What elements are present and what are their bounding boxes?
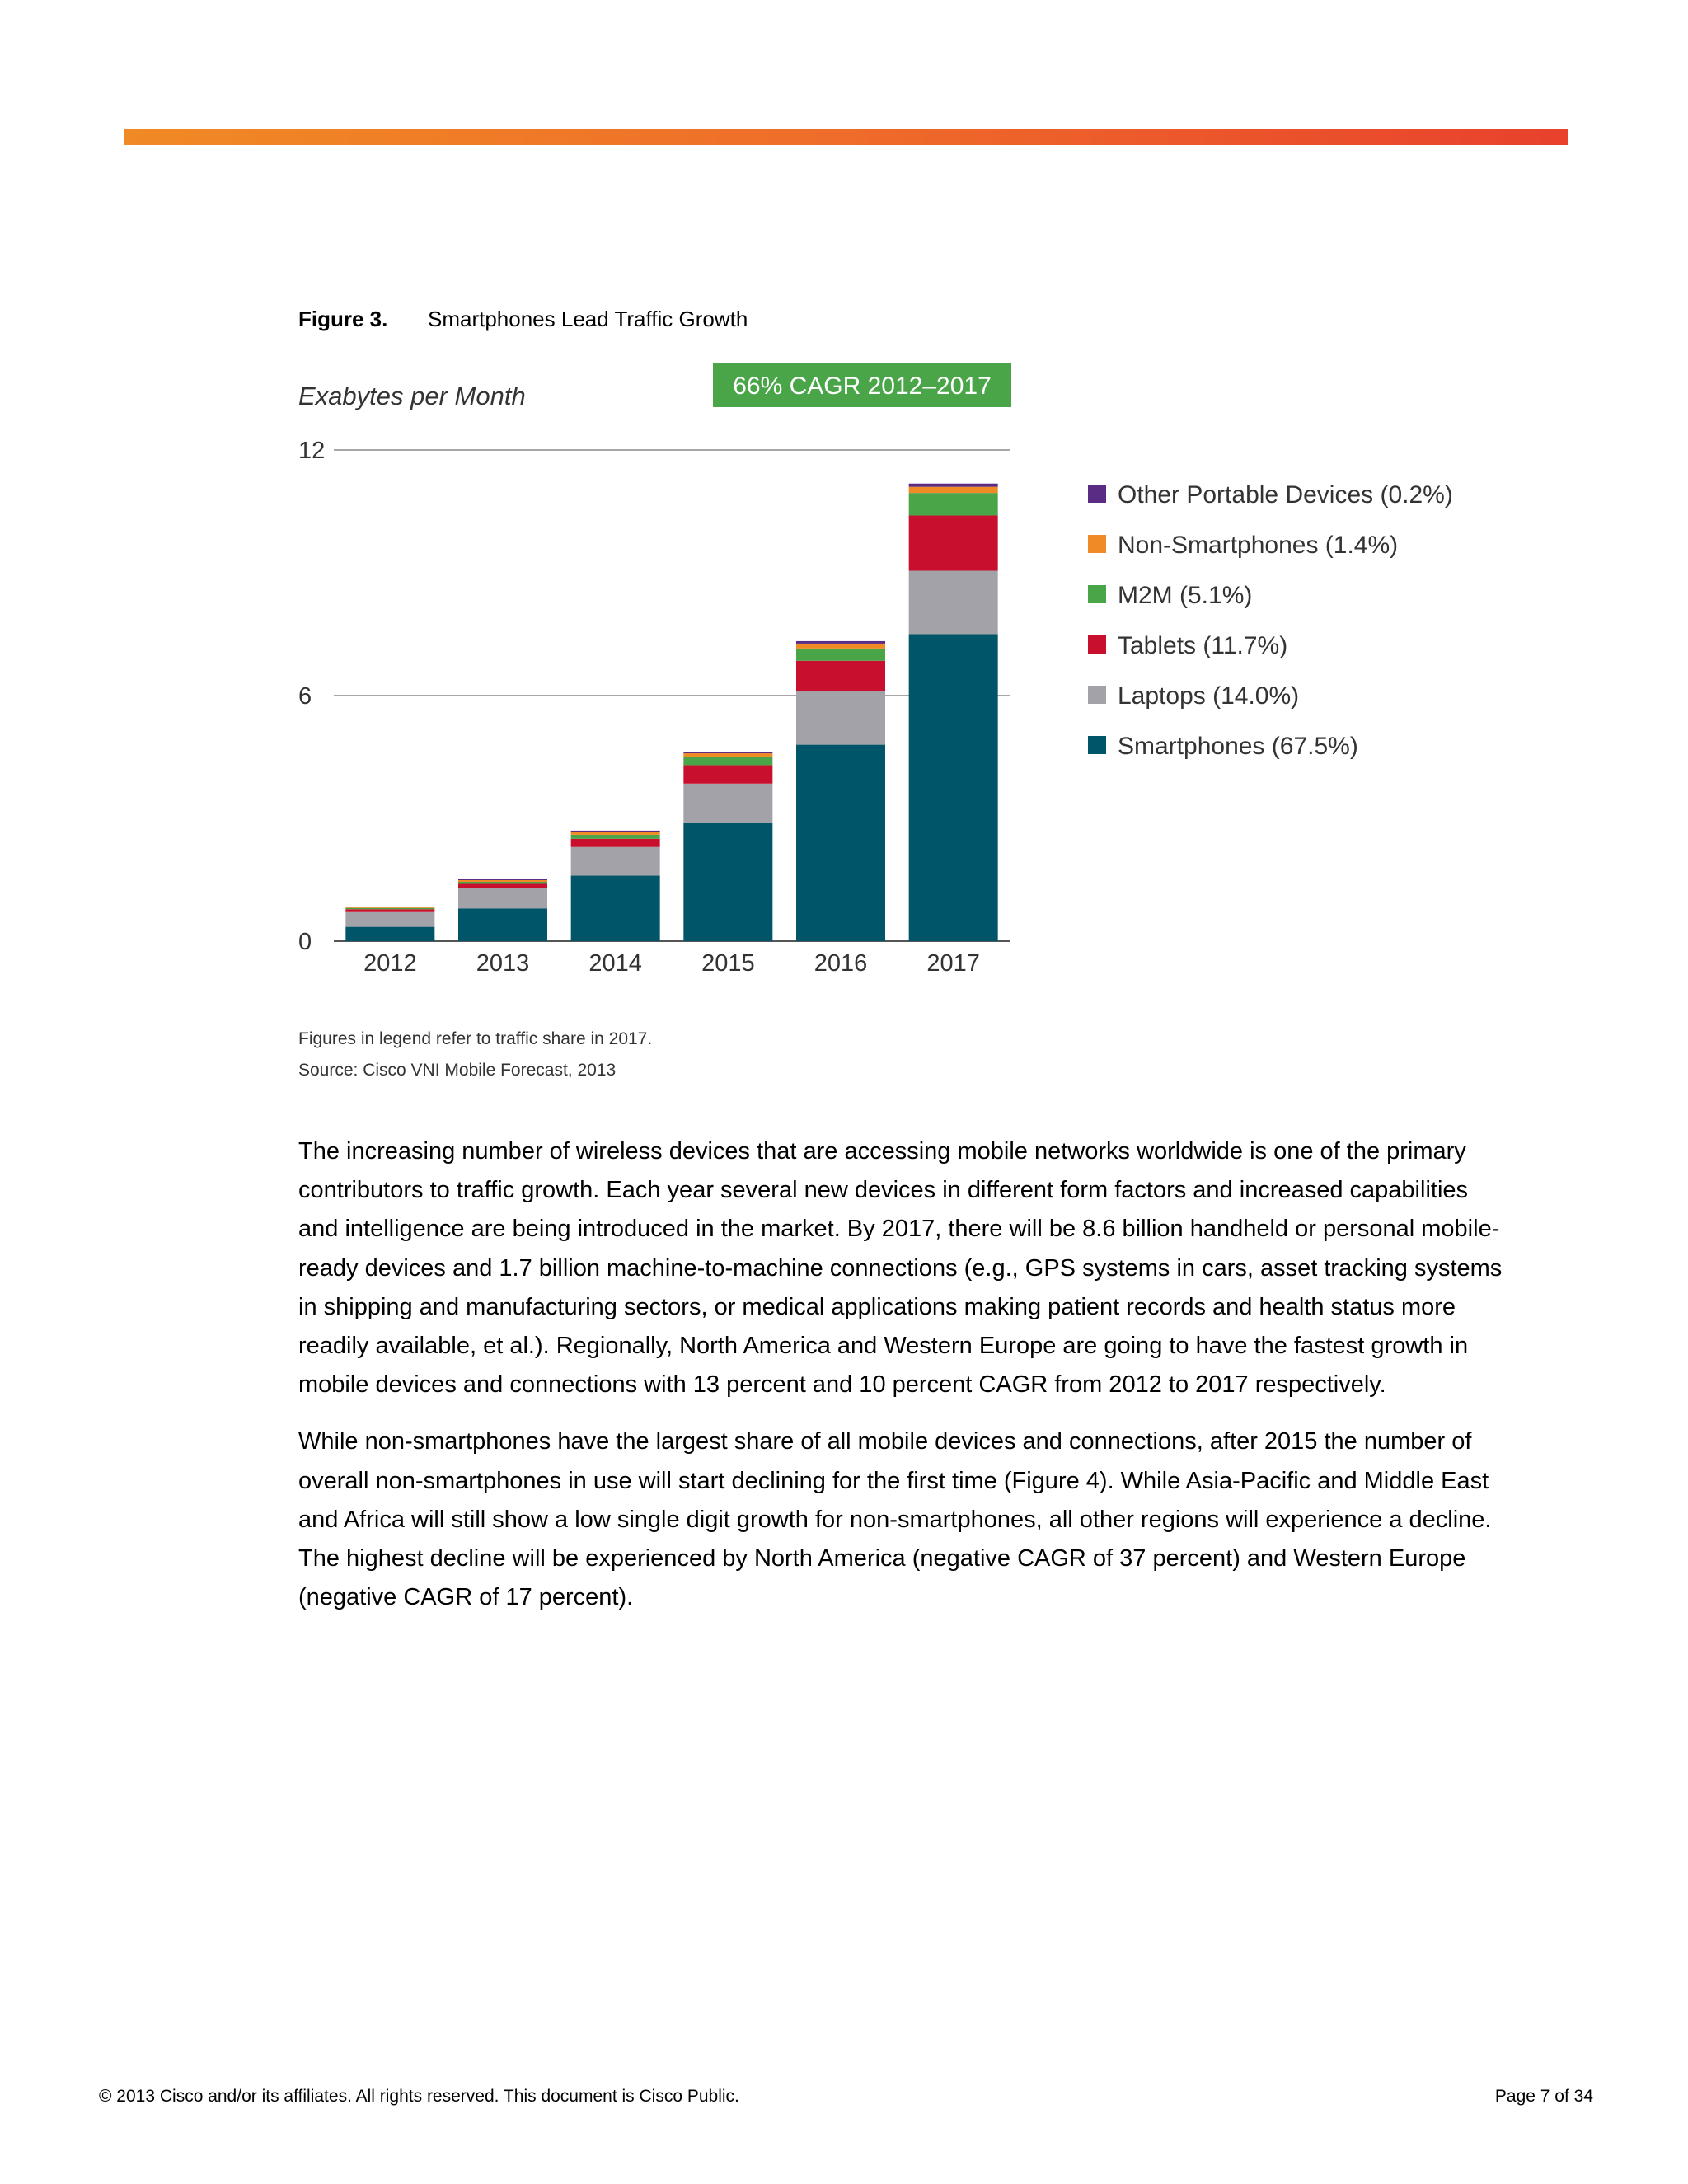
paragraph-line: The increasing number of wireless devices that are accessing mobile networks worldwide is one of the primary bbox=[298, 1138, 1466, 1165]
figure-notes bbox=[298, 1024, 652, 1086]
bar-segment bbox=[909, 487, 998, 493]
bar-segment bbox=[909, 635, 998, 942]
bar-segment bbox=[909, 493, 998, 515]
legend-swatch bbox=[1088, 736, 1106, 754]
legend-label: M2M (5.1%) bbox=[1118, 582, 1253, 609]
figure-note-legend: Figures in legend refer to traffic share in 2017. bbox=[298, 1029, 653, 1048]
legend-label: Laptops (14.0%) bbox=[1118, 682, 1300, 710]
chart-svg bbox=[0, 0, 1688, 1088]
paragraph-line: (negative CAGR of 17 percent). bbox=[298, 1584, 634, 1611]
x-tick-label: 2015 bbox=[701, 950, 755, 977]
paragraph-line: ready devices and 1.7 billion machine-to-machine connections (e.g., GPS systems in cars, asset tracking systems bbox=[298, 1254, 1503, 1282]
paragraph-line: and intelligence are being introduced in the market. By 2017, there will be 8.6 billion handheld or personal mobile- bbox=[298, 1216, 1500, 1243]
x-tick-label: 2016 bbox=[814, 950, 868, 977]
figure-number: Figure 3. bbox=[298, 307, 388, 331]
legend-swatch bbox=[1088, 585, 1106, 603]
bar-segment bbox=[345, 927, 434, 941]
paragraph-line: The highest decline will be experienced by North America (negative CAGR of 37 percent) and Western Europe bbox=[298, 1545, 1466, 1572]
paragraph-line: mobile devices and connections with 13 percent and 10 percent CAGR from 2012 to 2017 respectively. bbox=[298, 1371, 1386, 1399]
y-tick-label: 6 bbox=[298, 683, 312, 710]
bar-segment bbox=[458, 908, 547, 941]
bar-segment bbox=[796, 745, 885, 941]
bar-segment bbox=[683, 753, 772, 757]
paragraph-line: in shipping and manufacturing sectors, or medical applications making patient records and health status more bbox=[298, 1293, 1456, 1320]
x-tick-label: 2017 bbox=[926, 950, 980, 977]
bar-segment bbox=[796, 641, 885, 644]
bar-segment bbox=[345, 908, 434, 909]
bar-segment bbox=[458, 882, 547, 883]
y-axis-label: Exabytes per Month bbox=[298, 382, 526, 410]
bar-segment bbox=[571, 835, 660, 839]
y-tick-label: 0 bbox=[298, 929, 312, 955]
bar-segment bbox=[571, 876, 660, 941]
bar-segment bbox=[796, 691, 885, 745]
bar-segment bbox=[796, 644, 885, 649]
figure-title: Smartphones Lead Traffic Growth bbox=[428, 307, 748, 331]
cagr-badge-text: 66% CAGR 2012–2017 bbox=[733, 373, 992, 400]
paragraph-line: contributors to traffic growth. Each year several new devices in different form factors and increased capabilities bbox=[298, 1177, 1469, 1204]
bar-segment bbox=[683, 823, 772, 941]
bar-segment bbox=[683, 784, 772, 823]
bar-segment bbox=[796, 661, 885, 691]
x-tick-label: 2013 bbox=[476, 950, 530, 977]
bar-segment bbox=[345, 907, 434, 908]
stacked-bar-chart bbox=[0, 0, 1688, 1088]
bar-segment bbox=[909, 484, 998, 487]
paragraph-2 bbox=[298, 1422, 1568, 1617]
legend-label: Tablets (11.7%) bbox=[1118, 632, 1288, 659]
bar-segment bbox=[683, 757, 772, 766]
legend-label: Other Portable Devices (0.2%) bbox=[1118, 481, 1453, 509]
bar-segment bbox=[458, 879, 547, 880]
bar-segment bbox=[571, 831, 660, 832]
figure-note-source: Source: Cisco VNI Mobile Forecast, 2013 bbox=[298, 1061, 617, 1080]
paragraph-line: While non-smartphones have the largest share of all mobile devices and connections, after 2015 the number of bbox=[298, 1428, 1472, 1455]
bar-segment bbox=[345, 912, 434, 927]
bar-segment bbox=[909, 515, 998, 570]
bar-segment bbox=[458, 880, 547, 882]
bar-segment bbox=[683, 765, 772, 783]
footer-copyright: © 2013 Cisco and/or its affiliates. All rights reserved. This document is Cisco Public. bbox=[99, 2087, 739, 2106]
x-tick-label: 2014 bbox=[588, 950, 642, 977]
bar-segment bbox=[458, 888, 547, 908]
y-tick-label: 12 bbox=[298, 438, 326, 464]
paragraph-line: readily available, et al.). Regionally, North America and Western Europe are going to have the fastest growth in bbox=[298, 1333, 1469, 1360]
bar-segment bbox=[909, 571, 998, 635]
x-tick-label: 2012 bbox=[363, 950, 417, 977]
legend-swatch bbox=[1088, 535, 1106, 553]
bar-segment bbox=[571, 847, 660, 876]
legend-label: Non-Smartphones (1.4%) bbox=[1118, 532, 1399, 559]
legend-swatch bbox=[1088, 686, 1106, 704]
legend-swatch bbox=[1088, 635, 1106, 654]
legend-swatch bbox=[1088, 485, 1106, 503]
paragraph-line: overall non-smartphones in use will start declining for the first time (Figure 4). While Asia-Pacific and Middle East bbox=[298, 1467, 1489, 1494]
bar-segment bbox=[458, 883, 547, 888]
paragraph-1 bbox=[298, 1132, 1568, 1404]
legend-label: Smartphones (67.5%) bbox=[1118, 733, 1358, 760]
bar-segment bbox=[571, 839, 660, 847]
bar-segment bbox=[796, 649, 885, 661]
bar-segment bbox=[571, 832, 660, 834]
body-text bbox=[298, 1132, 1568, 1635]
bar-segment bbox=[345, 909, 434, 911]
bar-segment bbox=[683, 752, 772, 753]
footer-page-number: Page 7 of 34 bbox=[1494, 2087, 1593, 2106]
paragraph-line: and Africa will still show a low single digit growth for non-smartphones, all other regions will experience a decline. bbox=[298, 1506, 1492, 1533]
